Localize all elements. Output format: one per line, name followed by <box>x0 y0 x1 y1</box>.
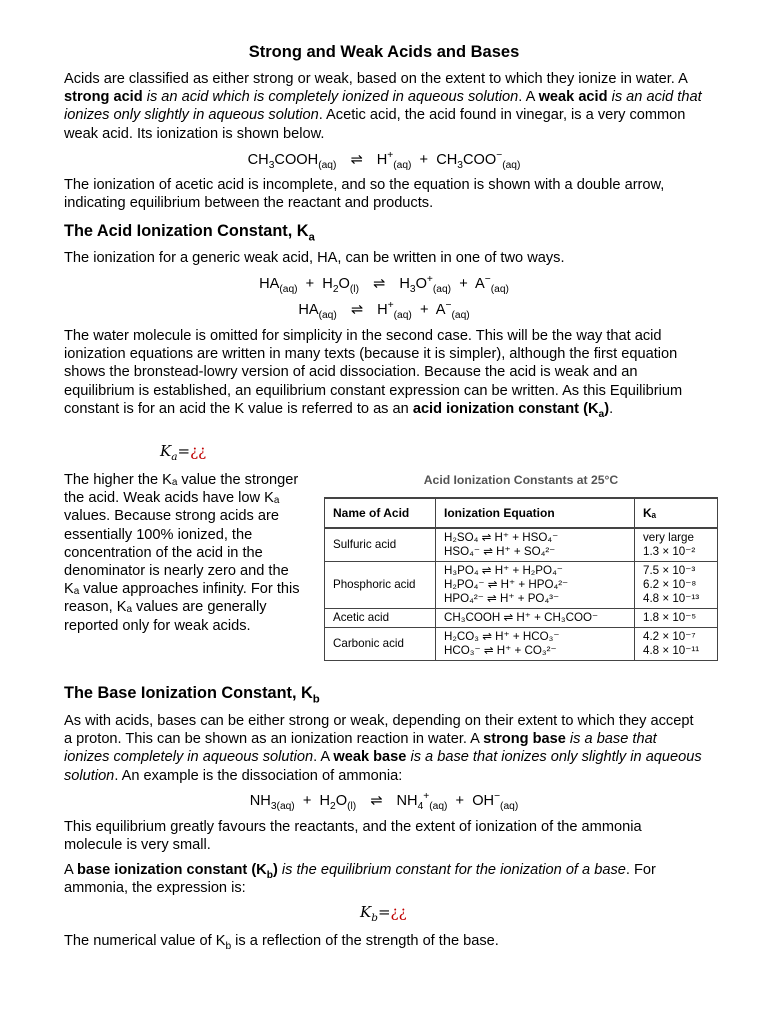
ionization-equation: H₃PO₄ ⇌ H⁺ + H₂PO₄⁻ <box>444 564 563 577</box>
equilibrium-arrow-icon: ⇌ <box>350 302 364 318</box>
base-constant-paragraph: A base ionization constant $(K_b)$ is the equilibrium constant for the ionization of a base. For ammonia, the expression is: <box>64 862 656 897</box>
table-caption: Acid Ionization Constants at 25°C <box>423 473 619 487</box>
ha-bronsted-equation: $HA_{(aq)} + H_2O_{(l)}$ ⇌ $H_3O^+_{(aq)} + A^-_{(aq)}$ <box>259 274 509 295</box>
acid-constant-paragraph: The water molecule is omitted for simplicity in the second case. This will be the way that acid ionization equations are written in many texts (because it is simpler), although the first equation shows the bronstead-lowry version of acid dissociation. Because the acid is weak and an equilibrium is established, an equilibrium constant expression can be written. As this Equilibrium constant is for an acid the K value is referred to as an acid ionization constant $(K_a)$. <box>64 328 683 420</box>
equilibrium-arrow-icon: ⇌ <box>373 276 386 292</box>
ka-value: 4.8 × 10⁻¹¹ <box>643 644 700 657</box>
intro-paragraph-2: The ionization of acetic acid is incomplete, and so the equation is shown with a double arrow, indicating equilibrium between the reactant and products. <box>64 177 665 212</box>
ka-value-cell <box>635 628 718 661</box>
ha-simple-equation: $HA_{(aq)}$ ⇌ $H^+_{(aq)} + A^-_{(aq)}$ <box>298 300 470 321</box>
ka-value-cell <box>635 562 718 609</box>
table-header-row <box>325 498 718 528</box>
ka-value: 7.5 × 10⁻³ <box>643 564 696 577</box>
ka-value-cell <box>635 528 718 562</box>
ionization-equation-cell <box>436 628 635 661</box>
acid-section-heading: The Acid Ionization Constant, $K_a$ <box>64 222 315 244</box>
acid-name-cell: Sulfuric acid <box>325 528 436 562</box>
table-row <box>325 609 718 628</box>
acid-ionization-table <box>324 497 718 661</box>
intro-paragraph: Acids are classified as either strong or weak, based on the extent to which they ionize in water. A strong acid is an acid which is completely ionized in aqueous solution. A weak acid is an acid that ionizes only slightly in aqueous solution. Acetic acid, the acid found in vinegar, is a very common weak acid. Its ionization is shown below. <box>64 71 702 142</box>
base-intro-paragraph: As with acids, bases can be either strong or weak, depending on their extent to which they accept a proton. This can be shown as an ionization reaction in water. A strong base is a base that ionizes completely in aqueous solution. A weak base is a base that ionizes only slightly in aqueous solution. An example is the dissociation of ammonia: <box>64 713 702 784</box>
ionization-equation: H₂CO₃ ⇌ H⁺ + HCO₃⁻ <box>444 630 560 643</box>
header-ka: Kₐ <box>635 498 718 528</box>
acid-name-cell: Acetic acid <box>325 609 436 628</box>
ionization-equation: HSO₄⁻ ⇌ H⁺ + SO₄²⁻ <box>444 545 556 558</box>
ka-value: 1.3 × 10⁻² <box>643 545 696 558</box>
ka-value: 4.8 × 10⁻¹³ <box>643 592 700 605</box>
table-row <box>325 628 718 661</box>
weak-acid-term: weak acid <box>538 89 608 106</box>
ionization-equation: HPO₄²⁻ ⇌ H⁺ + PO₄³⁻ <box>444 592 560 605</box>
page-title: Strong and Weak Acids and Bases <box>248 43 520 61</box>
strong-base-term: strong base <box>483 731 566 748</box>
ionization-equation-cell <box>436 528 635 562</box>
base-ionization-constant-term: base ionization constant $(K_b)$ <box>76 862 278 881</box>
ionization-equation: HCO₃⁻ ⇌ H⁺ + CO₃²⁻ <box>444 644 557 657</box>
base-equilibrium-paragraph: This equilibrium greatly favours the reactants, and the extent of ionization of the ammonia molecule is very small. <box>64 819 642 854</box>
weak-base-term: weak base <box>333 749 407 766</box>
ka-value: 6.2 × 10⁻⁸ <box>643 578 697 591</box>
ka-value: 4.2 × 10⁻⁷ <box>643 630 696 643</box>
base-strength-paragraph: The numerical value of $K_b$ is a reflection of the strength of the base. <box>64 933 499 952</box>
ka-formula: $K_a=¿¿$ <box>160 442 207 463</box>
acid-name-cell: Phosphoric acid <box>325 562 436 609</box>
strong-acid-term: strong acid <box>64 89 143 106</box>
table-row <box>325 562 718 609</box>
ammonia-equation: $NH_{3(aq)} + H_2O_{(l)}$ ⇌ $NH_4^+_{(aq)} + OH^-_{(aq)}$ <box>249 791 519 812</box>
acid-name-cell: Carbonic acid <box>325 628 436 661</box>
ionization-equation: H₂PO₄⁻ ⇌ H⁺ + HPO₄²⁻ <box>444 578 569 591</box>
ionization-equation-cell <box>436 562 635 609</box>
ka-value: 1.8 × 10⁻⁵ <box>643 611 697 624</box>
base-section-heading: The Base Ionization Constant, $K_b$ <box>64 684 320 706</box>
ionization-equation-cell <box>436 609 635 628</box>
acid-section-paragraph: The ionization for a generic weak acid, HA, can be written in one of two ways. <box>64 250 565 266</box>
kb-formula: $K_b=¿¿$ <box>360 903 407 924</box>
header-equation: Ionization Equation <box>436 498 635 528</box>
ka-value-cell <box>635 609 718 628</box>
acetic-acid-equation: $CH_3COOH_{(aq)}$ ⇌ $H^+_{(aq)} + CH_3COO^-_{(aq)}$ <box>247 150 521 171</box>
table-row <box>325 528 718 562</box>
header-name: Name of Acid <box>325 498 436 528</box>
ionization-equation: H₂SO₄ ⇌ H⁺ + HSO₄⁻ <box>444 531 559 544</box>
acid-ionization-constant-term: acid ionization constant $(K_a)$ <box>412 400 610 420</box>
ionization-equation: CH₃COOH ⇌ H⁺ + CH₃COO⁻ <box>444 611 599 624</box>
equilibrium-arrow-icon: ⇌ <box>350 152 363 168</box>
ka-explanation: The higher the Kₐ value the stronger the acid. Weak acids have low Kₐ values. Because strong acids are essentially 100% ionized, the concentration of the acid in the denominator is nearly zero and the Kₐ value approaches infinity. For this reason, Kₐ values are generally reported only for weak acids. <box>64 472 300 634</box>
ka-value: very large <box>643 531 694 544</box>
equilibrium-arrow-icon: ⇌ <box>370 793 383 809</box>
